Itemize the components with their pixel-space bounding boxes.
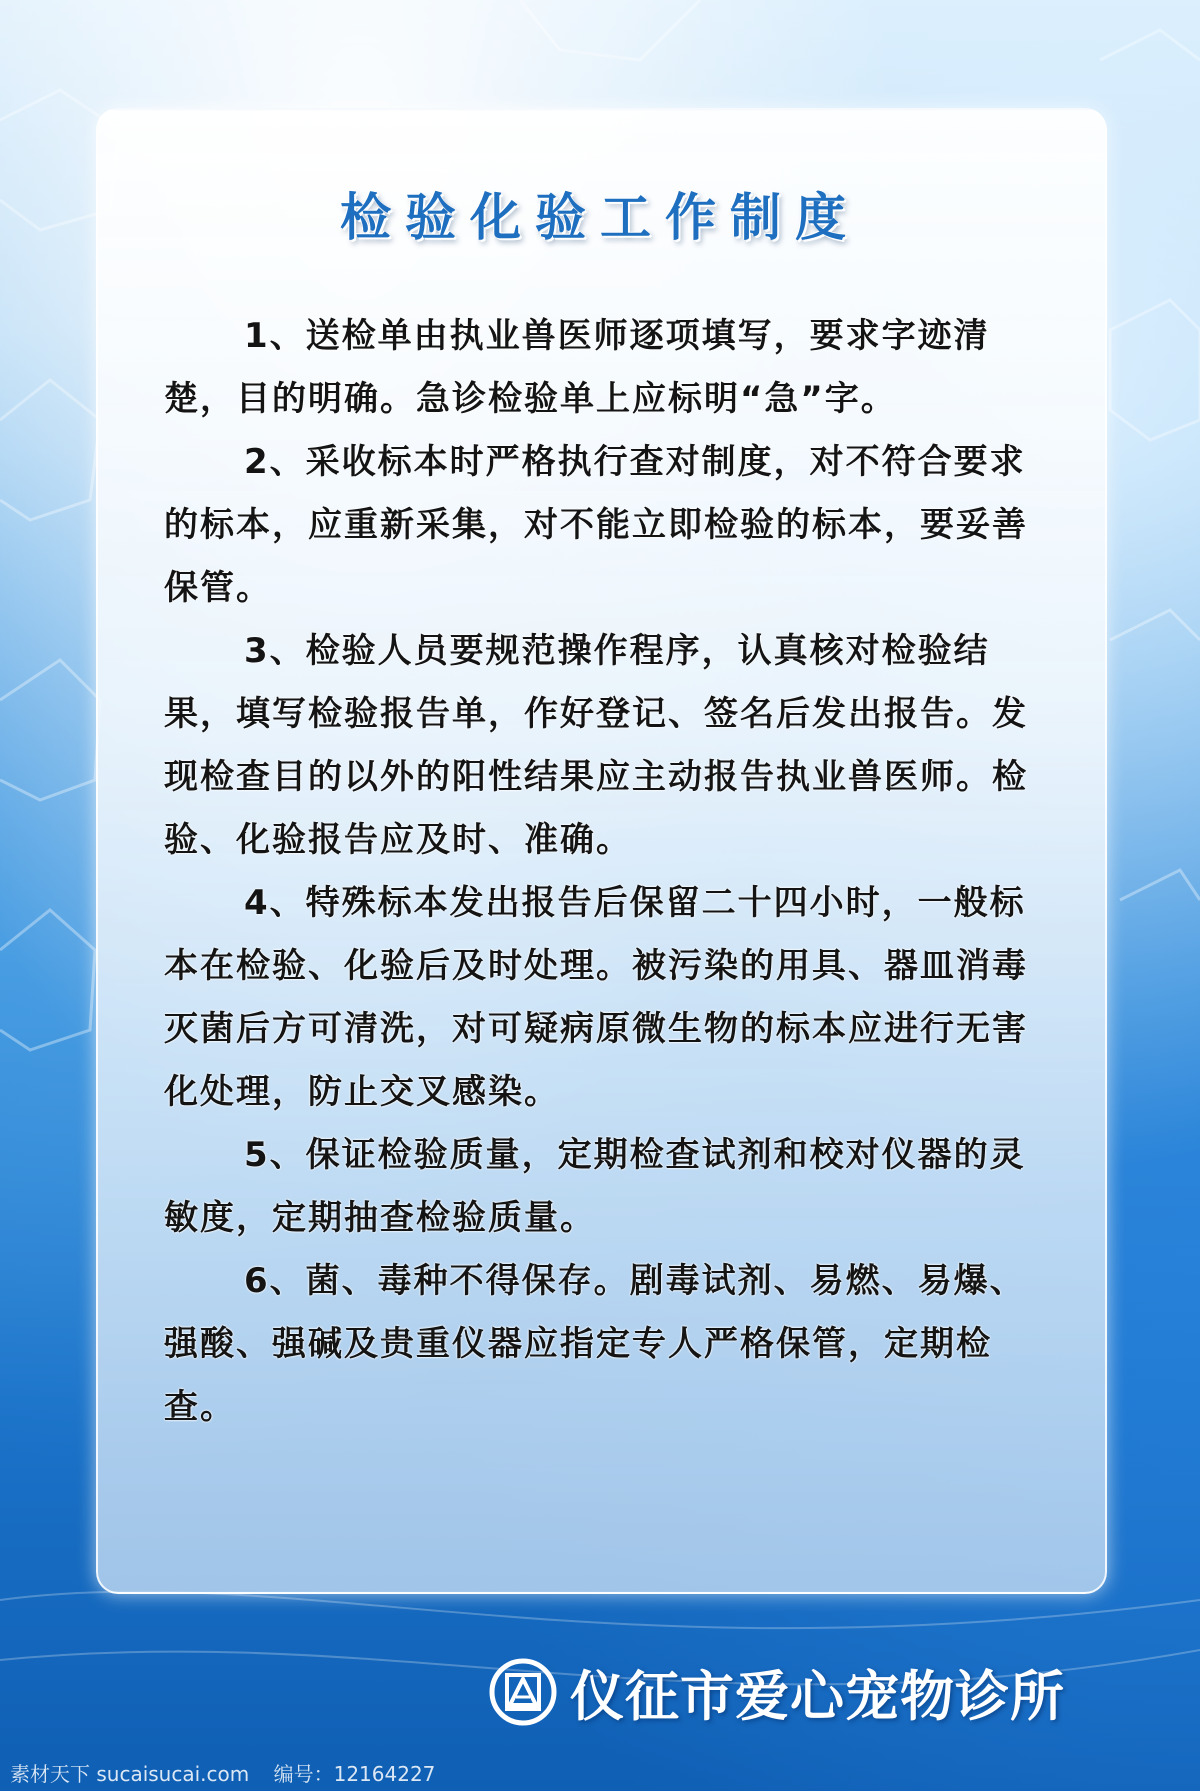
watermark-id: 编号：12164227 <box>273 1762 436 1786</box>
rule-6: 6、菌、毒种不得保存。剧毒试剂、易燃、易爆、强酸、强碱及贵重仪器应指定专人严格保管，定期检查。 <box>164 1261 1026 1427</box>
clinic-name: 仪征市爱心宠物诊所 <box>570 1664 1065 1728</box>
page-title: 检验化验工作制度 <box>339 189 860 248</box>
watermark-site: 素材天下 sucaisucai.com <box>10 1762 250 1786</box>
clinic-logo-icon <box>488 1657 558 1727</box>
rule-2: 2、采收标本时严格执行查对制度，对不符合要求的标本，应重新采集，对不能立即检验的标本，要妥善保管。 <box>164 442 1028 608</box>
footer-brand <box>488 1656 1065 1728</box>
rule-4: 4、特殊标本发出报告后保留二十四小时，一般标本在检验、化验后及时处理。被污染的用具、器皿消毒灭菌后方可清洗，对可疑病原微生物的标本应进行无害化处理，防止交叉感染。 <box>164 883 1028 1112</box>
rules-list <box>164 305 1032 1439</box>
rule-5: 5、保证检验质量，定期检查试剂和校对仪器的灵敏度，定期抽查检验质量。 <box>164 1135 1026 1238</box>
rule-1: 1、送检单由执业兽医师逐项填写，要求字迹清楚，目的明确。急诊检验单上应标明“急”字。 <box>164 316 990 419</box>
rule-3: 3、检验人员要规范操作程序，认真核对检验结果，填写检验报告单，作好登记、签名后发出报告。发现检查目的以外的阳性结果应主动报告执业兽医师。检验、化验报告应及时、准确。 <box>164 631 1028 860</box>
watermark <box>10 1758 453 1787</box>
